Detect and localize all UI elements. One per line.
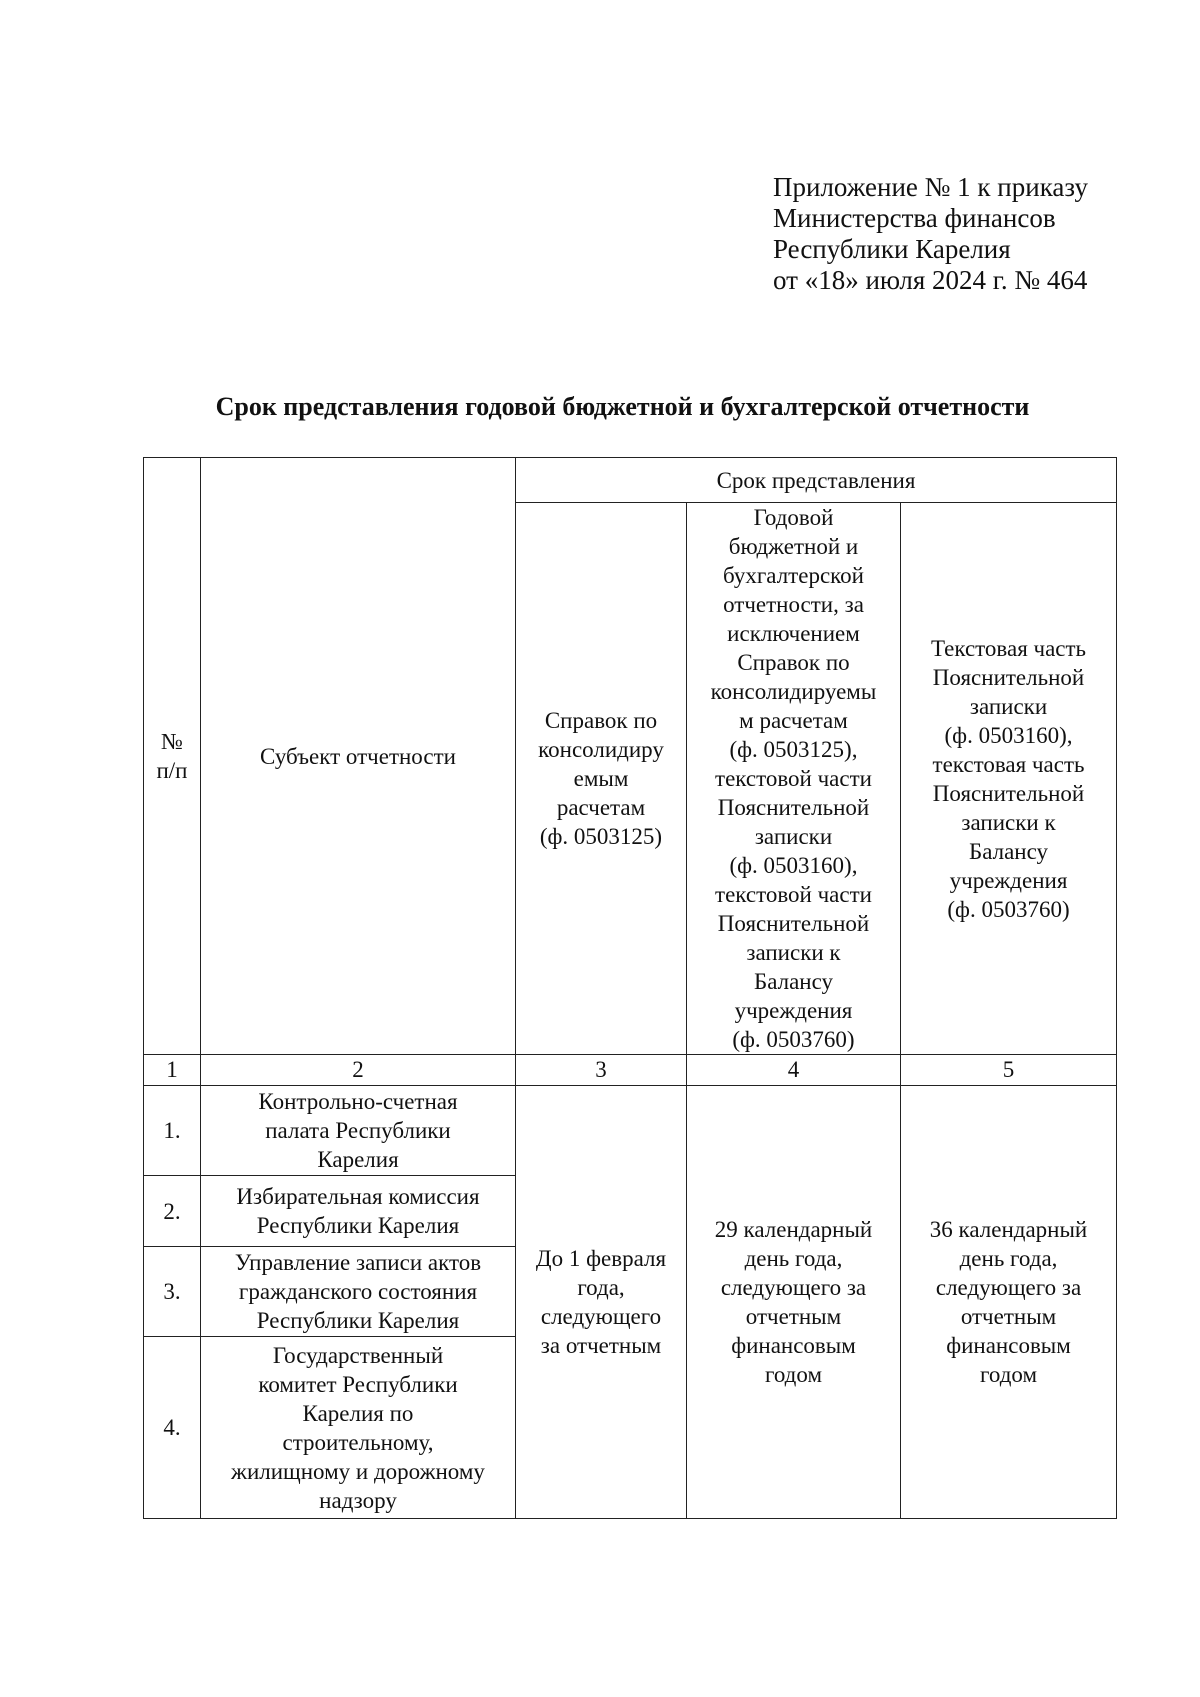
row-subject bbox=[201, 1176, 516, 1247]
column-number: 1 bbox=[144, 1055, 201, 1086]
header-line: расчетам bbox=[556, 795, 646, 820]
row-number: 1. bbox=[144, 1086, 201, 1176]
deadline-line: 29 календарный bbox=[714, 1217, 873, 1242]
subject-line: гражданского состояния bbox=[238, 1279, 478, 1304]
row-subject bbox=[201, 1337, 516, 1519]
deadline-line: отчетным bbox=[960, 1304, 1057, 1329]
header-line: учреждения bbox=[734, 998, 853, 1023]
header-group: Срок представления bbox=[516, 458, 1117, 503]
header-col3 bbox=[516, 503, 687, 1055]
appendix-line: Приложение № 1 к приказу bbox=[773, 172, 1088, 202]
deadline-col4 bbox=[687, 1086, 901, 1519]
deadline-line: финансовым bbox=[731, 1333, 856, 1358]
subject-line: Республики Карелия bbox=[256, 1213, 460, 1238]
header-line: учреждения bbox=[949, 867, 1068, 893]
subject-line: Контрольно-счетная bbox=[258, 1089, 458, 1114]
header-line: м расчетам bbox=[739, 708, 848, 733]
header-row-1 bbox=[144, 458, 1117, 503]
deadline-col5 bbox=[901, 1086, 1117, 1519]
subject-line: Карелия по bbox=[302, 1400, 414, 1426]
column-number: 2 bbox=[201, 1055, 516, 1086]
header-line: записки bbox=[969, 693, 1048, 719]
header-line: исключением bbox=[727, 621, 860, 646]
header-line: (ф. 0503125), bbox=[729, 737, 858, 762]
column-number: 3 bbox=[516, 1055, 687, 1086]
header-line: бухгалтерской bbox=[723, 563, 864, 588]
deadline-line: До 1 февраля bbox=[535, 1246, 667, 1271]
deadline-line: за отчетным bbox=[540, 1333, 662, 1358]
header-line: емым bbox=[573, 766, 629, 791]
header-line: текстовой части bbox=[715, 882, 872, 907]
column-number: 4 bbox=[687, 1055, 901, 1086]
deadline-line: день года, bbox=[959, 1246, 1058, 1271]
deadline-line: день года, bbox=[744, 1246, 843, 1271]
subject-line: Республики Карелия bbox=[256, 1308, 460, 1333]
header-col4 bbox=[687, 503, 901, 1055]
header-line: записки к bbox=[961, 809, 1056, 835]
row-number: 2. bbox=[144, 1176, 201, 1247]
header-subject: Субъект отчетности bbox=[201, 458, 516, 1055]
subject-line: Избирательная комиссия bbox=[236, 1184, 480, 1209]
deadline-table bbox=[143, 457, 1117, 1519]
deadline-line: отчетным bbox=[745, 1304, 842, 1329]
subject-line: палата Республики bbox=[265, 1118, 451, 1143]
subject-line: строительному, bbox=[282, 1429, 434, 1455]
header-line: Пояснительной bbox=[932, 780, 1085, 806]
appendix-line: Республики Карелия bbox=[773, 234, 1011, 264]
table-row bbox=[144, 1086, 1117, 1176]
header-line: (ф. 0503125) bbox=[539, 824, 663, 849]
header-line: (ф. 0503160), bbox=[729, 853, 858, 878]
deadline-line: следующего bbox=[540, 1304, 662, 1329]
deadline-line: годом bbox=[980, 1362, 1038, 1387]
column-number-row bbox=[144, 1055, 1117, 1086]
header-line: Справок по bbox=[737, 650, 850, 675]
header-line: Балансу bbox=[753, 969, 834, 994]
header-line: текстовая часть bbox=[932, 751, 1085, 777]
header-line: записки bbox=[754, 824, 833, 849]
column-number: 5 bbox=[901, 1055, 1117, 1086]
header-line: Пояснительной bbox=[932, 664, 1085, 690]
document-title: Срок представления годовой бюджетной и бухгалтерской отчетности bbox=[215, 392, 1030, 421]
subject-line: Управление записи актов bbox=[234, 1250, 482, 1275]
header-line: консолидируемы bbox=[710, 679, 877, 704]
subject-line: надзору bbox=[319, 1487, 397, 1513]
deadline-line: следующего за bbox=[720, 1275, 867, 1300]
header-line: бюджетной и bbox=[728, 534, 859, 559]
subject-line: жилищному и дорожному bbox=[231, 1458, 485, 1484]
row-subject bbox=[201, 1247, 516, 1337]
header-line: Текстовая часть bbox=[930, 635, 1087, 661]
header-line: (ф. 0503760) bbox=[732, 1027, 855, 1052]
subject-line: Государственный bbox=[272, 1342, 444, 1368]
header-line: Пояснительной bbox=[717, 795, 870, 820]
row-subject bbox=[201, 1086, 516, 1176]
header-line: Балансу bbox=[969, 838, 1049, 864]
row-number: 3. bbox=[144, 1247, 201, 1337]
header-line: (ф. 0503760) bbox=[947, 896, 1070, 922]
header-line: отчетности, за bbox=[723, 592, 864, 617]
header-num-line: п/п bbox=[156, 758, 188, 783]
header-line: Пояснительной bbox=[717, 911, 870, 936]
header-num-line: № bbox=[161, 729, 183, 754]
deadline-line: годом bbox=[764, 1362, 823, 1387]
appendix-line: Министерства финансов bbox=[773, 203, 1056, 233]
header-line: Справок по bbox=[544, 708, 658, 733]
header-line: Годовой bbox=[753, 505, 834, 530]
header-line: консолидиру bbox=[538, 737, 664, 762]
deadline-line: следующего за bbox=[935, 1275, 1082, 1300]
deadline-line: 36 календарный bbox=[929, 1217, 1088, 1242]
row-number: 4. bbox=[144, 1337, 201, 1519]
header-line: записки к bbox=[746, 940, 841, 965]
deadline-line: финансовым bbox=[946, 1333, 1071, 1358]
appendix-line: от «18» июля 2024 г. № 464 bbox=[773, 265, 1088, 295]
deadline-line: года, bbox=[577, 1275, 625, 1300]
subject-line: Карелия bbox=[317, 1147, 399, 1172]
deadline-col3 bbox=[516, 1086, 687, 1519]
header-col5 bbox=[901, 503, 1117, 1055]
subject-line: комитет Республики bbox=[258, 1371, 458, 1397]
header-line: (ф. 0503160), bbox=[944, 722, 1073, 748]
header-line: текстовой части bbox=[715, 766, 872, 791]
header-num bbox=[144, 458, 201, 1055]
appendix-block bbox=[773, 172, 1088, 296]
